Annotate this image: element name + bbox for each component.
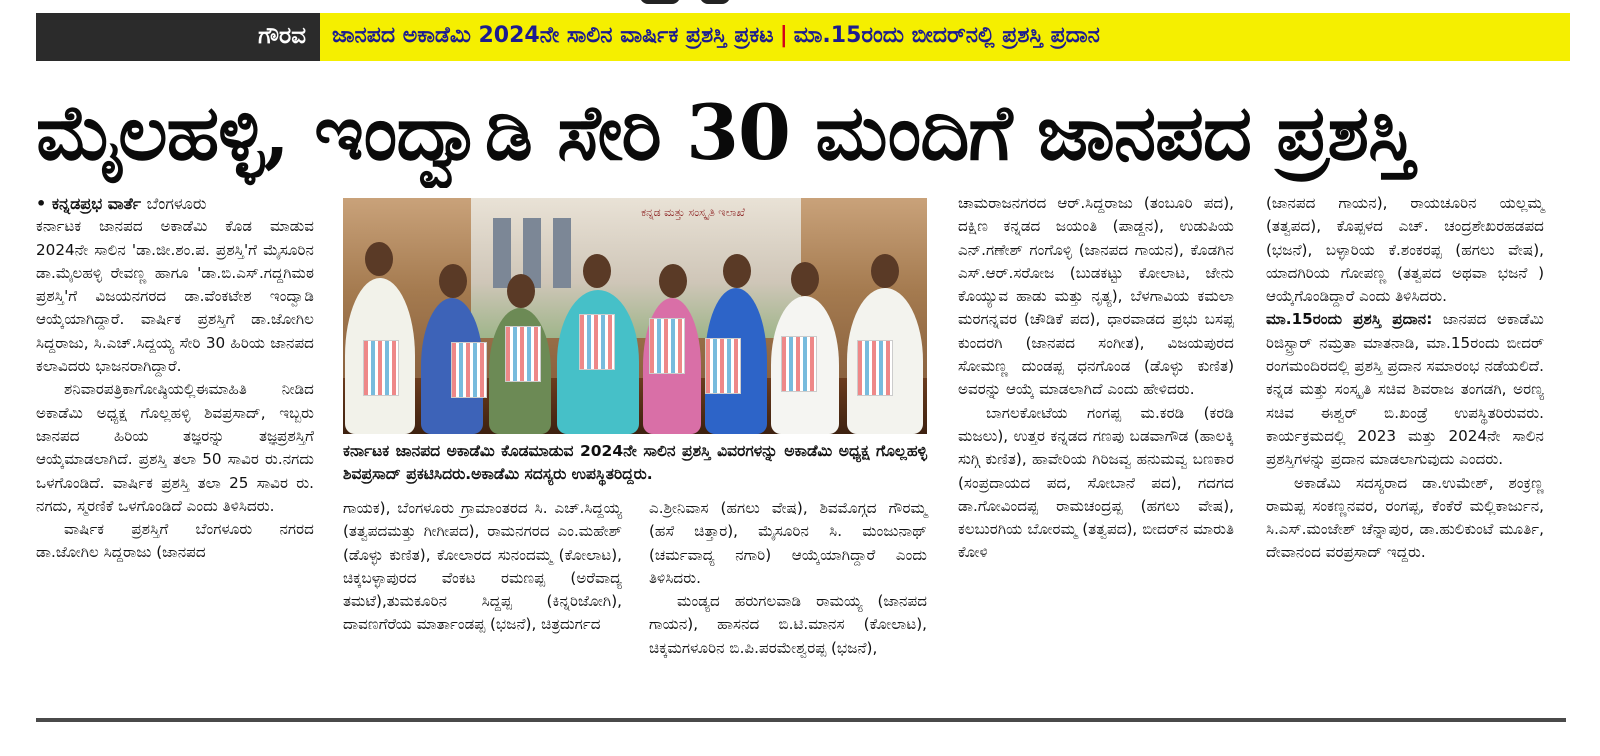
photo-caption: ಕರ್ನಾಟಕ ಜಾನಪದ ಅಕಾಡೆಮಿ ಕೊಡಮಾಡುವ 2024ನೇ ಸಾಲಿನ ಪ್ರಶಸ್ತಿ ವಿವರಗಳನ್ನು ಅಕಾಡೆಮಿ ಅಧ್ಯಕ್ಷ ಗೊಲ್ಲಹಳ್ಳಿ ಶಿವಪ್ರಸಾದ್ ಪ್ರಕಟಿಸಿದರು.ಅಕಾಡೆಮಿ ಸದಸ್ಯರು ಉಪಸ್ಥಿತರಿದ್ದರು. <box>343 442 927 483</box>
byline-place: ಬೆಂಗಳೂರು <box>146 194 207 213</box>
person-7-head <box>791 262 819 296</box>
kicker-part1: ಜಾನಪದ ಅಕಾಡೆಮಿ 2024ನೇ ಸಾಲಿನ ವಾರ್ಷಿಕ ಪ್ರಶಸ್ತಿ ಪ್ರಕಟ <box>332 23 774 48</box>
award-brochure <box>781 336 817 392</box>
award-brochure <box>705 338 741 394</box>
award-brochure <box>857 340 893 396</box>
column-3 <box>649 497 927 660</box>
kicker-part2: ಮಾ.15ರಂದು ಬೀದರ್‌ನಲ್ಲಿ ಪ್ರಶಸ್ತಿ ಪ್ರದಾನ <box>793 23 1100 48</box>
photo-banner-text: ಕನ್ನಡ ಮತ್ತು ಸಂಸ್ಕೃತಿ ಇಲಾಖೆ <box>641 206 745 219</box>
col1-para-3: ವಾರ್ಷಿಕ ಪ್ರಶಸ್ತಿಗೆ ಬೆಂಗಳೂರು ನಗರದ ಡಾ.ಜೋಗಿಲ ಸಿದ್ದರಾಜು (ಜಾನಪದ <box>36 520 314 562</box>
col1-para-1: ಕರ್ನಾಟಕ ಜಾನಪದ ಅಕಾಡೆಮಿ ಕೊಡ ಮಾಡುವ 2024ನೇ ಸಾಲಿನ 'ಡಾ.ಜೀ.ಶಂ.ಪ. ಪ್ರಶಸ್ತಿ'ಗೆ ಮೈಸೂರಿನ ಡಾ.ಮೈಲಹಳ್ಳಿ ರೇವಣ್ಣ ಹಾಗೂ 'ಡಾ.ಬಿ.ಎಸ್.ಗದ್ದಗಿಮಠ ಪ್ರಶಸ್ತಿ'ಗೆ ವಿಜಯನಗರದ ಡಾ.ವೆಂಕಟೇಶ ಇಂದ್ವಾಡಿ ಆಯ್ಕೆಯಾಗಿದ್ದಾರೆ. ವಾರ್ಷಿಕ ಪ್ರಶಸ್ತಿಗೆ ಡಾ.ಜೋಗಿಲ ಸಿದ್ದರಾಜು, ಸಿ.ಎಚ್.ಸಿದ್ದಯ್ಯ ಸೇರಿ 30 ಹಿರಿಯ ಜಾನಪದ ಕಲಾವಿದರು ಭಾಜನರಾಗಿದ್ದಾರೆ. <box>36 217 314 376</box>
award-brochure <box>579 314 615 370</box>
col4-para-1: ಚಾಮರಾಜನಗರದ ಆರ್.ಸಿದ್ದರಾಜು (ತಂಬೂರಿ ಪದ), ದಕ್ಷಿಣ ಕನ್ನಡದ ಜಯಂತಿ (ಪಾಡ್ದನ), ಉಡುಪಿಯ ಎನ್.ಗಣೇಶ್ ಗಂಗೊಳ್ಳಿ (ಜಾನಪದ ಗಾಯನ), ಕೊಡಗಿನ ಎಸ್.ಆರ್.ಸರೋಜ (ಬುಡಕಟ್ಟು ಕೋಲಾಟ, ಜೇನು ಕೊಯ್ಯುವ ಹಾಡು ಮತ್ತು ನೃತ್ಯ), ಬೆಳಗಾವಿಯ ಕಮಲಾ ಮರಗನ್ನವರ (ಚೌಡಿಕೆ ಪದ), ಧಾರವಾಡದ ಪ್ರಭು ಬಸಪ್ಪ ಕುಂದರಗಿ (ಜಾನಪದ ಸಂಗೀತ), ವಿಜಯಪುರದ ಸೋಮಣ್ಣ ದುಂಡಪ್ಪ ಧನಗೊಂಡ (ಡೊಳ್ಳು ಕುಣಿತ) ಅವರನ್ನು ಆಯ್ಕೆ ಮಾಡಲಾಗಿದೆ ಎಂದು ಹೇಳಿದರು. <box>958 194 1234 399</box>
main-headline: ಮೈಲಹಳ್ಳಿ, ಇಂದ್ವಾಡಿ ಸೇರಿ 30 ಮಂದಿಗೆ ಜಾನಪದ ಪ್ರಶಸ್ತಿ <box>36 88 1414 177</box>
byline <box>36 192 314 215</box>
person-6-head <box>723 254 751 288</box>
column-1 <box>36 192 314 565</box>
column-2 <box>343 497 622 637</box>
col5-para-2 <box>1266 308 1544 471</box>
person-1-head <box>365 242 393 276</box>
person-2-head <box>439 264 467 298</box>
col5-subhead: ಮಾ.15ರಂದು ಪ್ರಶಸ್ತಿ ಪ್ರದಾನ: <box>1266 310 1433 329</box>
news-photo <box>343 198 927 434</box>
col3-para-2: ಮಂಡ್ಯದ ಹರುಗಲವಾಡಿ ರಾಮಯ್ಯ (ಜಾನಪದ ಗಾಯನ), ಹಾಸನದ ಬಿ.ಟಿ.ಮಾನಸ (ಕೋಲಾಟ), ಚಿಕ್ಕಮಗಳೂರಿನ ಬಿ.ಪಿ.ಪರಮೇಶ್ವರಪ್ಪ (ಭಜನೆ), <box>649 592 927 657</box>
kicker-separator: | <box>779 23 788 48</box>
person-3-head <box>507 274 535 308</box>
col5-para-3: ಅಕಾಡೆಮಿ ಸದಸ್ಯರಾದ ಡಾ.ಉಮೇಶ್, ಶಂಕ್ರಣ್ಣ ರಾಮಪ್ಪ ಸಂಕಣ್ಣನವರ, ರಂಗಪ್ಪ, ಕೆಂಕೆರೆ ಮಲ್ಲಿಕಾರ್ಜುನ, ಸಿ.ಎಸ್.ಮಂಜೇಶ್ ಚೆನ್ನಾಪುರ, ಡಾ.ಹುಲಿಕುಂಟೆ ಮೂರ್ತಿ, ದೇವಾನಂದ ವರಪ್ರಸಾದ್ ಇದ್ದರು. <box>1266 473 1544 562</box>
award-brochure <box>505 326 541 382</box>
kicker <box>320 13 1570 61</box>
col5-para-1: (ಜಾನಪದ ಗಾಯನ), ರಾಯಚೂರಿನ ಯಲ್ಲಮ್ಮ (ತತ್ವಪದ), ಕೊಪ್ಪಳದ ಎಚ್. ಚಂದ್ರಶೇಖರಹಡಪದ (ಭಜನೆ), ಬಳ್ಳಾರಿಯ ಕೆ.ಶಂಕರಪ್ಪ (ಹಗಲು ವೇಷ), ಯಾದಗಿರಿಯ ಗೋಪಣ್ಣ (ತತ್ವಪದ ಅಥವಾ ಭಜನೆ ) ಆಯ್ಕೆಗೊಂಡಿದ್ದಾರೆ ಎಂದು ತಿಳಿಸಿದರು. <box>1266 194 1544 306</box>
col2-para-1: ಗಾಯಕ), ಬೆಂಗಳೂರು ಗ್ರಾಮಾಂತರದ ಸಿ. ಎಚ್.ಸಿದ್ದಯ್ಯ (ತತ್ವಪದಮತ್ತು ಗೀಗೀಪದ), ರಾಮನಗರದ ಎಂ.ಮಹೇಶ್ (ಡೊಳ್ಳು ಕುಣಿತ), ಕೋಲಾರದ ಸುನಂದಮ್ಮ (ಕೋಲಾಟ), ಚಿಕ್ಕಬಳ್ಳಾಪುರದ ವೆಂಕಟ ರಮಣಪ್ಪ (ಅರೆವಾದ್ಯ ತಮಟೆ),ತುಮಕೂರಿನ ಸಿದ್ದಪ್ಪ (ಕಿನ್ನರಿಜೋಗಿ), ದಾವಣಗೆರೆಯ ಮಾರ್ತಾಂಡಪ್ಪ (ಭಜನೆ), ಚಿತ್ರದುರ್ಗದ <box>343 499 622 634</box>
byline-bullet: • <box>36 194 47 213</box>
col5-para-2-text: ಜಾನಪದ ಅಕಾಡೆಮಿ ರಿಜಿಸ್ಟ್ರಾರ್ ನಮ್ರತಾ ಮಾತನಾಡಿ, ಮಾ.15ರಂದು ಬೀದರ್ ರಂಗಮಂದಿರದಲ್ಲಿ ಪ್ರಶಸ್ತಿ ಪ್ರದಾನ ಸಮಾರಂಭ ನಡೆಯಲಿದೆ. ಕನ್ನಡ ಮತ್ತು ಸಂಸ್ಕೃತಿ ಸಚಿವ ಶಿವರಾಜ ತಂಗಡಗಿ, ಅರಣ್ಯ ಸಚಿವ ಈಶ್ವರ್ ಬಿ.ಖಂಡ್ರೆ ಉಪಸ್ಥಿತರಿರುವರು. ಕಾರ್ಯಕ್ರಮದಲ್ಲಿ 2023 ಮತ್ತು 2024ನೇ ಸಾಲಿನ ಪ್ರಶಸ್ತಿಗಳನ್ನು ಪ್ರದಾನ ಮಾಡಲಾಗುವುದು ಎಂದರು. <box>1266 310 1544 469</box>
section-strip <box>36 13 1570 61</box>
previous-article-edge <box>0 0 1600 8</box>
col4-para-2: ಬಾಗಲಕೋಟೆಯ ಗಂಗಪ್ಪ ಮ.ಕರಡಿ (ಕರಡಿ ಮಜಲು), ಉತ್ತರ ಕನ್ನಡದ ಗಣಪು ಬಡವಾಗೌಡ (ಹಾಲಕ್ಕಿ ಸುಗ್ಗಿ ಕುಣಿತ), ಹಾವೇರಿಯ ಗಿರಿಜವ್ವ ಹನುಮವ್ವ ಬಣಕಾರ (ಸಂಪ್ರದಾಯದ ಪದ, ಸೋಬಾನೆ ಪದ), ಗದಗದ ಡಾ.ಗೋವಿಂದಪ್ಪ ರಾಮಚಂದ್ರಪ್ಪ (ಹಗಲು ವೇಷ), ಕಲಬುರಗಿಯ ಬೋರಮ್ಮ (ತತ್ವಪದ), ಬೀದರ್‌ನ ಮಾರುತಿ ಕೋಳಿ <box>958 403 1234 562</box>
byline-source: ಕನ್ನಡಪ್ರಭ ವಾರ್ತೆ <box>51 194 142 213</box>
photo-building-window <box>553 218 571 288</box>
photo-building-window <box>493 218 511 288</box>
column-4 <box>958 192 1234 565</box>
award-brochure <box>451 342 487 398</box>
person-4-head <box>583 254 611 288</box>
column-5 <box>1266 192 1544 565</box>
section-tag: ಗೌರವ <box>36 13 320 61</box>
col1-para-2: ಶನಿವಾರಪತ್ರಿಕಾಗೋಷ್ಠಿಯಲ್ಲಿಈಮಾಹಿತಿ ನೀಡಿದ ಅಕಾಡೆಮಿ ಅಧ್ಯಕ್ಷ ಗೊಲ್ಲಹಳ್ಳಿ ಶಿವಪ್ರಸಾದ್, ಇಬ್ಬರು ಜಾನಪದ ಹಿರಿಯ ತಜ್ಞರನ್ನು ತಜ್ಞಪ್ರಶಸ್ತಿಗೆ ಆಯ್ಕೆಮಾಡಲಾಗಿದೆ. ಪ್ರಶಸ್ತಿ ತಲಾ 50 ಸಾವಿರ ರು.ನಗದು ಒಳಗೊಂಡಿದೆ. ವಾರ್ಷಿಕ ಪ್ರಶಸ್ತಿ ತಲಾ 25 ಸಾವಿರ ರು. ನಗದು, ಸ್ಮರಣಿಕೆ ಒಳಗೊಂಡಿದೆ ಎಂದು ತಿಳಿಸಿದರು. <box>36 380 314 515</box>
person-5-head <box>659 264 687 298</box>
bottom-rule <box>36 718 1566 722</box>
award-brochure <box>363 340 399 396</box>
col3-para-1: ಎ.ಶ್ರೀನಿವಾಸ (ಹಗಲು ವೇಷ), ಶಿವಮೊಗ್ಗದ ಗೌರಮ್ಮ (ಹಸೆ ಚಿತ್ತಾರ), ಮೈಸೂರಿನ ಸಿ. ಮಂಜುನಾಥ್ (ಚರ್ಮವಾದ್ಯ ನಗಾರಿ) ಆಯ್ಕೆಯಾಗಿದ್ದಾರೆ ಎಂದು ತಿಳಿಸಿದರು. <box>649 499 927 587</box>
person-8-head <box>871 254 899 288</box>
award-brochure <box>649 318 685 374</box>
